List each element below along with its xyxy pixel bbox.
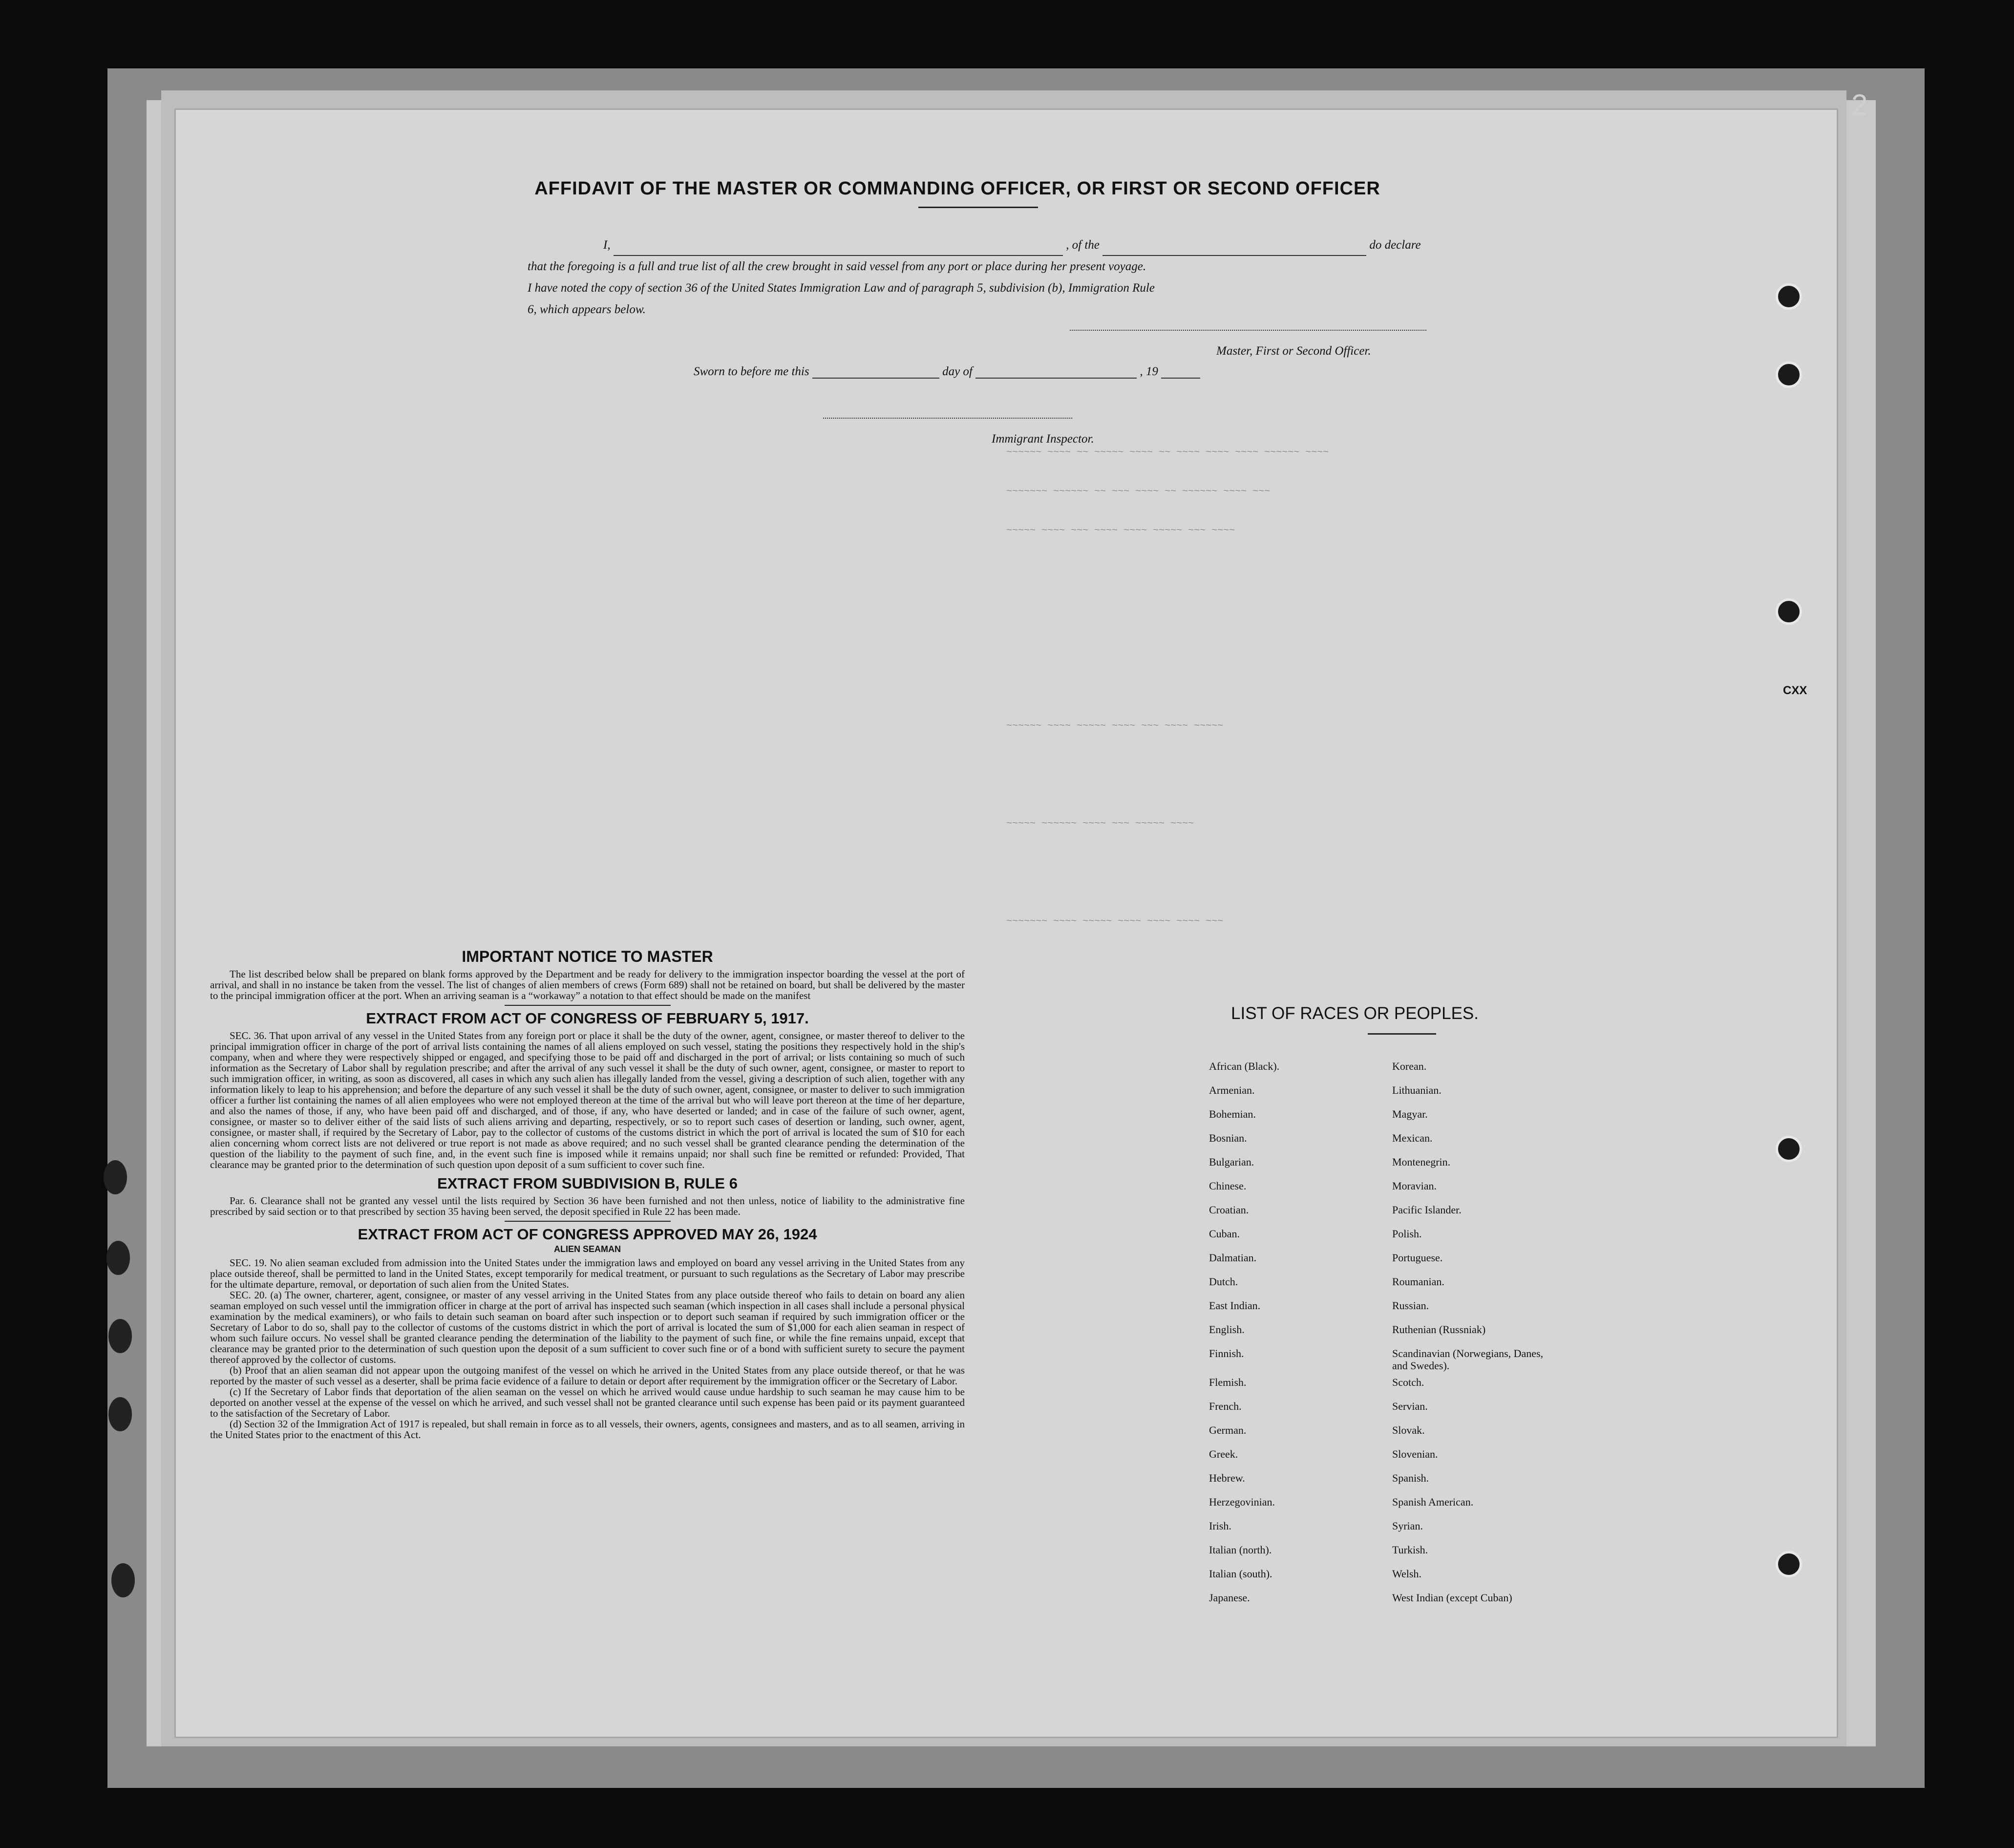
- master-label: Master, First or Second Officer.: [1216, 344, 1371, 358]
- race-item: Scandinavian (Norwegians, Danes, and Swedes).: [1392, 1347, 1544, 1372]
- extract1924-title: EXTRACT FROM ACT OF CONGRESS APPROVED MAY 26, 1924: [358, 1226, 817, 1243]
- inspector-signature-line[interactable]: [823, 418, 1072, 419]
- sworn-day-field[interactable]: [812, 364, 939, 379]
- extract1924-p2: SEC. 20. (a) The owner, charterer, agent, consignee, or master of any vessel arriving in the United States from any place outside thereof who fails to detain on board any alien seaman employed on such vessel until the immigration officer in charge at the port of arrival has inspected such seaman (which inspection in all cases shall include a personal physical examination by the medical examiners), or who fails to detain such seaman on board after such inspection or to deport such seaman if required by such immigration officer or the Secretary of Labor to do so, shall pay to the collector of customs of the customs district in which the port of arrival is located the sum of $1,000 for each alien seaman in respect of whom such failure occurs. No vessel shall be granted clearance pending the determination of the liability to the payment of such fine, or while the fine remains unpaid, except that clearance may be granted prior to the determination of such question upon the deposit of a sum sufficient to cover such fine or of a bond with sufficient surety to secure the payment thereof approved by the collector of customs.: [210, 1289, 965, 1365]
- race-item: Slovenian.: [1392, 1448, 1438, 1460]
- extract1924-p3: (b) Proof that an alien seaman did not appear upon the outgoing manifest of the vessel on which he arrived in the United States from any place outside thereof, or that he was reported by the master of such vessel as a deserter, shall be prima facie evidence of a failure to detain or deport after requirement by the immigration officer or the Secretary of Labor.: [210, 1364, 965, 1387]
- subdivision-text: Par. 6. Clearance shall not be granted any vessel until the lists required by Section 36 have been furnished and not then unless, notice of liability to the administrative fine prescribed by said section or to that prescribed by section 35 having been served, the deposit specified in Rule 22 has been made.: [210, 1195, 965, 1217]
- race-item: Lithuanian.: [1392, 1084, 1442, 1096]
- affidavit-line3: I have noted the copy of section 36 of the United States Immigration Law and of paragraph 5, subdivision (b), Immigration Rule: [528, 281, 1155, 295]
- bleed-through-text: ~~~~~ ~~~~ ~~~ ~~~~ ~~~~ ~~~~~ ~~~ ~~~~: [1006, 525, 1235, 536]
- punch-hole: [1776, 1551, 1802, 1577]
- master-signature-line[interactable]: [1070, 330, 1426, 331]
- races-rule: [1368, 1033, 1436, 1035]
- punch-hole: [104, 1160, 127, 1194]
- race-item: Roumanian.: [1392, 1275, 1444, 1288]
- race-item: Italian (north).: [1209, 1544, 1272, 1556]
- punch-hole: [1776, 361, 1802, 388]
- title-rule: [918, 207, 1038, 208]
- race-item: Croatian.: [1209, 1204, 1249, 1216]
- race-item: Japanese.: [1209, 1592, 1250, 1604]
- races-title: LIST OF RACES OR PEOPLES.: [1231, 1004, 1479, 1023]
- race-item: Ruthenian (Russniak): [1392, 1323, 1486, 1336]
- sworn-year: , 19: [1140, 365, 1158, 378]
- name-field[interactable]: [614, 241, 1063, 256]
- punch-hole: [108, 1397, 132, 1431]
- bleed-through-text: ~~~~~~ ~~~~ ~~~~~ ~~~~ ~~~ ~~~~ ~~~~~: [1006, 721, 1224, 732]
- race-item: Irish.: [1209, 1520, 1231, 1532]
- bleed-through-text: ~~~~~ ~~~~~~ ~~~~ ~~~ ~~~~~ ~~~~: [1006, 818, 1194, 829]
- race-item: Servian.: [1392, 1400, 1428, 1412]
- race-item: Spanish.: [1392, 1472, 1429, 1484]
- vessel-field[interactable]: [1102, 241, 1366, 256]
- race-item: Bulgarian.: [1209, 1156, 1254, 1168]
- race-item: Dutch.: [1209, 1275, 1238, 1288]
- race-item: Herzegovinian.: [1209, 1496, 1275, 1508]
- affidavit-declare: do declare: [1369, 238, 1421, 252]
- extract1924-p5: (d) Section 32 of the Immigration Act of 1917 is repealed, but shall remain in force as to all vessels, their owners, agents, consignees and masters, and as to all seamen, arriving in the United States prior to the enactment of this Act.: [210, 1418, 965, 1441]
- extract1917-title: EXTRACT FROM ACT OF CONGRESS OF FEBRUARY 5, 1917.: [366, 1010, 809, 1027]
- affidavit-body: [528, 234, 1612, 320]
- race-item: Italian (south).: [1209, 1568, 1272, 1580]
- race-item: Bohemian.: [1209, 1108, 1256, 1120]
- race-item: Cuban.: [1209, 1228, 1240, 1240]
- race-item: Finnish.: [1209, 1347, 1244, 1359]
- sworn-line: [694, 364, 1200, 379]
- punch-hole: [1776, 283, 1802, 310]
- notice-text: The list described below shall be prepared on blank forms approved by the Department and be ready for delivery to the immigration inspector boarding the vessel at the port of arrival, and shall in no instance be taken from the vessel. The list of changes of alien members of crews (Form 689) shall not be retained on board, but shall be delivered by the master to the principal immigration officer at the port. When an arriving seaman is a “workaway” a notation to that effect should be made on the manifest: [210, 968, 965, 1001]
- bleed-through-text: ~~~~~~ ~~~~ ~~ ~~~~~ ~~~~ ~~ ~~~~ ~~~~ ~~~~ ~~~~~~ ~~~~: [1006, 447, 1329, 458]
- race-item: Montenegrin.: [1392, 1156, 1451, 1168]
- inspector-label: Immigrant Inspector.: [992, 432, 1094, 446]
- affidavit-of: , of the: [1066, 238, 1100, 252]
- race-item: Magyar.: [1392, 1108, 1428, 1120]
- race-item: Polish.: [1392, 1228, 1422, 1240]
- race-item: Bosnian.: [1209, 1132, 1247, 1144]
- bleed-through-text: ~~~~~~~ ~~~~ ~~~~~ ~~~~ ~~~~ ~~~~ ~~~: [1006, 916, 1224, 927]
- extract1924-subtitle: ALIEN SEAMAN: [553, 1244, 621, 1254]
- race-item: Turkish.: [1392, 1544, 1428, 1556]
- race-item: Hebrew.: [1209, 1472, 1245, 1484]
- punch-hole: [111, 1563, 135, 1597]
- punch-hole: [106, 1241, 130, 1275]
- race-item: Russian.: [1392, 1299, 1429, 1312]
- affidavit-line2: that the foregoing is a full and true list of all the crew brought in said vessel from any port or place during her present voyage.: [528, 260, 1146, 273]
- race-item: Portuguese.: [1392, 1252, 1443, 1264]
- extract1924-p4: (c) If the Secretary of Labor finds that deportation of the alien seaman on the vessel on which he arrived would cause undue hardship to such seaman he may cause him to be deported on another vessel at the expense of the vessel on which he arrived, and such vessel shall not be granted clearance until such expense has been paid or its payment guaranteed to the satisfaction of the Secretary of Labor.: [210, 1386, 965, 1419]
- punch-hole: [1776, 1136, 1802, 1162]
- race-item: English.: [1209, 1323, 1245, 1336]
- punch-hole: [1776, 598, 1802, 625]
- race-item: East Indian.: [1209, 1299, 1261, 1312]
- race-item: Syrian.: [1392, 1520, 1423, 1532]
- extract1924-p1: SEC. 19. No alien seaman excluded from admission into the United States under the immigration laws and employed on board any vessel arriving in the United States from any place outside thereof, shall be permitted to land in the United States, except temporarily for medical treatment, or pursuant to such regulations as the Secretary of Labor may prescribe for the ultimate departure, removal, or deportation of such alien from the United States.: [210, 1257, 965, 1290]
- extract1917-text: SEC. 36. That upon arrival of any vessel in the United States from any foreign port or place it shall be the duty of the owner, agent, consignee, or master thereof to deliver to the principal immigration officer in charge of the port of arrival lists containing the names of all aliens employed on such vessel, stating the positions they respectively hold in the ship's company, when and where they were respectively shipped or engaged, and specifying those to be paid off and discharged in the port of arrival; or lists containing so much of such information as the Secretary of Labor shall by regulation prescribe; and after the arrival of any such vessel it shall be the duty of such owner, agent, consignee, or master to report to such immigration officer, in writing, as soon as discovered, all cases in which any such alien has illegally landed from the vessel, giving a description of such alien, together with any information likely to leap to his apprehension; and before the departure of any such vessel it shall be the duty of such owner, agent, consignee, or master to deliver to such immigration officer a further list containing the names of all alien employees who were not employed thereon at the time of the arrival but who will leave port thereon at the time of her departure, and also the names of those, if any, who have been paid off and discharged, and of those, if any, who have deserted or landed; and in case of the failure of such owner, agent, consignee, or master so to deliver either of the said lists of such aliens arriving and departing, respectively, or so to report such cases of desertion or landing, such owner, agent, consignee, or master shall, if required by the Secretary of Labor, pay to the collector of customs of the customs district in which the port of arrival is located the sum of $10 for each alien concerning whom correct lists are not delivered or true report is not made as above required; and no such vessel shall be granted clearance pending the determination of the question of the liability to the payment of such fine, and, in the event such fine is imposed while it remains unpaid; nor shall such fine be remitted or refunded: Provided, That clearance may be granted prior to the determination of such question upon deposit of a sum sufficient to cover such fine.: [210, 1030, 965, 1170]
- punch-hole: [108, 1319, 132, 1353]
- race-item: Welsh.: [1392, 1568, 1421, 1580]
- side-mark: CXX: [1783, 684, 1807, 697]
- notice-title: IMPORTANT NOTICE TO MASTER: [462, 948, 713, 965]
- race-item: Mexican.: [1392, 1132, 1433, 1144]
- race-item: Armenian.: [1209, 1084, 1255, 1096]
- sworn-month-field[interactable]: [975, 364, 1137, 379]
- race-item: Dalmatian.: [1209, 1252, 1257, 1264]
- race-item: West Indian (except Cuban): [1392, 1592, 1512, 1604]
- race-item: Chinese.: [1209, 1180, 1247, 1192]
- race-item: Greek.: [1209, 1448, 1238, 1460]
- race-item: French.: [1209, 1400, 1242, 1412]
- subdivision-title: EXTRACT FROM SUBDIVISION B, RULE 6: [437, 1175, 738, 1192]
- race-item: African (Black).: [1209, 1060, 1280, 1072]
- sworn-prefix: Sworn to before me this: [694, 365, 809, 378]
- race-item: Scotch.: [1392, 1376, 1424, 1388]
- race-item: Flemish.: [1209, 1376, 1247, 1388]
- affidavit-i: I,: [603, 238, 611, 252]
- section-rule: [505, 1005, 671, 1006]
- bleed-through-text: ~~~~~~~ ~~~~~~ ~~ ~~~ ~~~~ ~~ ~~~~~~ ~~~~ ~~~: [1006, 486, 1271, 497]
- corner-number: 2: [1851, 88, 1868, 121]
- race-item: Pacific Islander.: [1392, 1204, 1462, 1216]
- race-item: Korean.: [1392, 1060, 1427, 1072]
- race-item: German.: [1209, 1424, 1247, 1436]
- manifest-page: [176, 110, 1837, 1737]
- sworn-day: day of: [942, 365, 973, 378]
- race-item: Moravian.: [1392, 1180, 1437, 1192]
- race-item: Slovak.: [1392, 1424, 1425, 1436]
- sworn-year-field[interactable]: [1161, 364, 1200, 379]
- affidavit-line4: 6, which appears below.: [528, 303, 646, 316]
- section-rule: [505, 1221, 671, 1222]
- race-item: Spanish American.: [1392, 1496, 1474, 1508]
- legal-column: [210, 948, 965, 1440]
- affidavit-title: AFFIDAVIT OF THE MASTER OR COMMANDING OFFICER, OR FIRST OR SECOND OFFICER: [534, 178, 1380, 199]
